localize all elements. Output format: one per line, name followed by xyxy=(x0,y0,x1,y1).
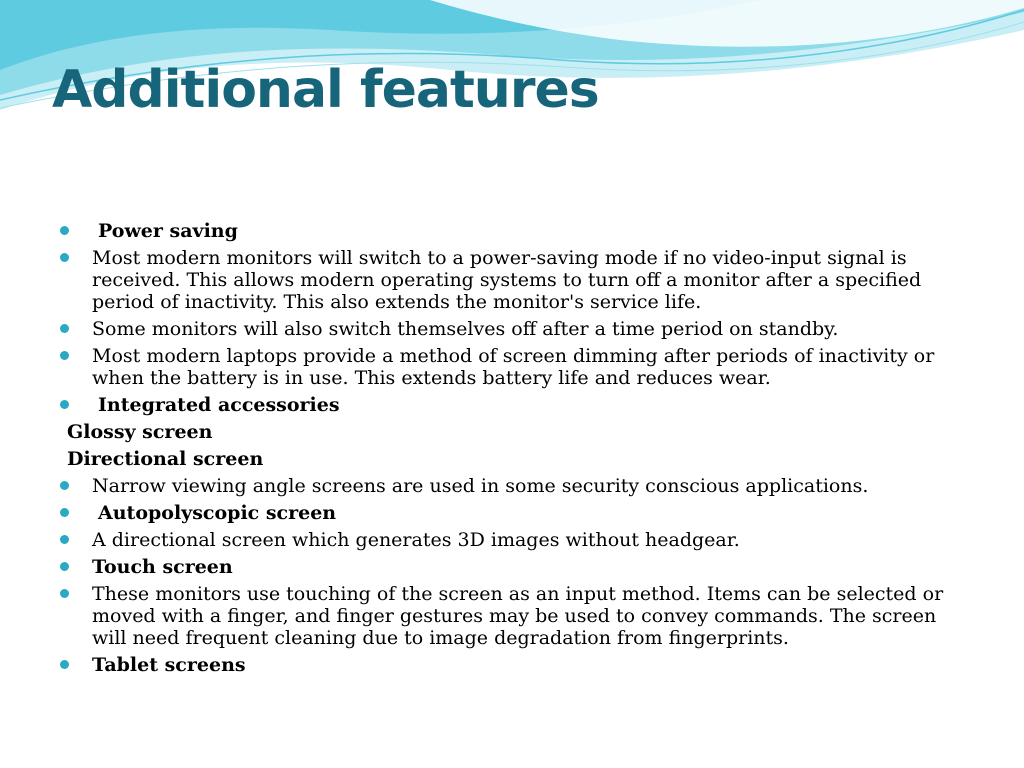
bullet-icon xyxy=(60,351,69,360)
list-item-text: Narrow viewing angle screens are used in some security conscious applications. xyxy=(92,475,869,497)
list-item xyxy=(60,583,960,649)
list-item xyxy=(60,448,960,470)
list-item xyxy=(60,654,960,676)
list-item xyxy=(60,556,960,578)
list-item xyxy=(60,220,960,242)
list-item xyxy=(60,475,960,497)
list-item xyxy=(60,394,960,416)
list-item-text: Most modern laptops provide a method of screen dimming after periods of inactivity or when the battery is in use. This extends battery life and reduces wear. xyxy=(92,345,935,389)
list-item-text: Power saving xyxy=(98,220,238,242)
bullet-icon xyxy=(60,226,69,235)
bullet-icon xyxy=(60,400,69,409)
bullet-list xyxy=(60,220,960,681)
list-item-text: Directional screen xyxy=(67,448,264,470)
list-item xyxy=(60,247,960,313)
list-item-text: Autopolyscopic screen xyxy=(98,502,337,524)
list-item-text: Integrated accessories xyxy=(98,394,340,416)
list-item xyxy=(60,421,960,443)
list-item-text: Glossy screen xyxy=(67,421,213,443)
bullet-icon xyxy=(60,562,69,571)
list-item-text: Tablet screens xyxy=(92,654,246,676)
list-item-text: A directional screen which generates 3D images without headgear. xyxy=(92,529,740,551)
bullet-icon xyxy=(60,589,69,598)
bullet-icon xyxy=(60,535,69,544)
list-item-text: Touch screen xyxy=(92,556,233,578)
list-item xyxy=(60,318,960,340)
list-item-text: Some monitors will also switch themselves off after a time period on standby. xyxy=(92,318,839,340)
list-item-text: Most modern monitors will switch to a power-saving mode if no video-input signal is received. This allows modern operating systems to turn off a monitor after a specified period of inactivity. This also extends the monitor's service life. xyxy=(92,247,922,313)
list-item xyxy=(60,502,960,524)
bullet-icon xyxy=(60,660,69,669)
bullet-icon xyxy=(60,253,69,262)
bullet-icon xyxy=(60,508,69,517)
slide-title: Additional features xyxy=(52,60,599,120)
bullet-icon xyxy=(60,481,69,490)
list-item xyxy=(60,529,960,551)
list-item-text: These monitors use touching of the screen as an input method. Items can be selected or moved with a finger, and finger gestures may be used to convey commands. The screen will need frequent cleaning due to image degradation from fingerprints. xyxy=(92,583,944,649)
list-item xyxy=(60,345,960,389)
bullet-icon xyxy=(60,324,69,333)
